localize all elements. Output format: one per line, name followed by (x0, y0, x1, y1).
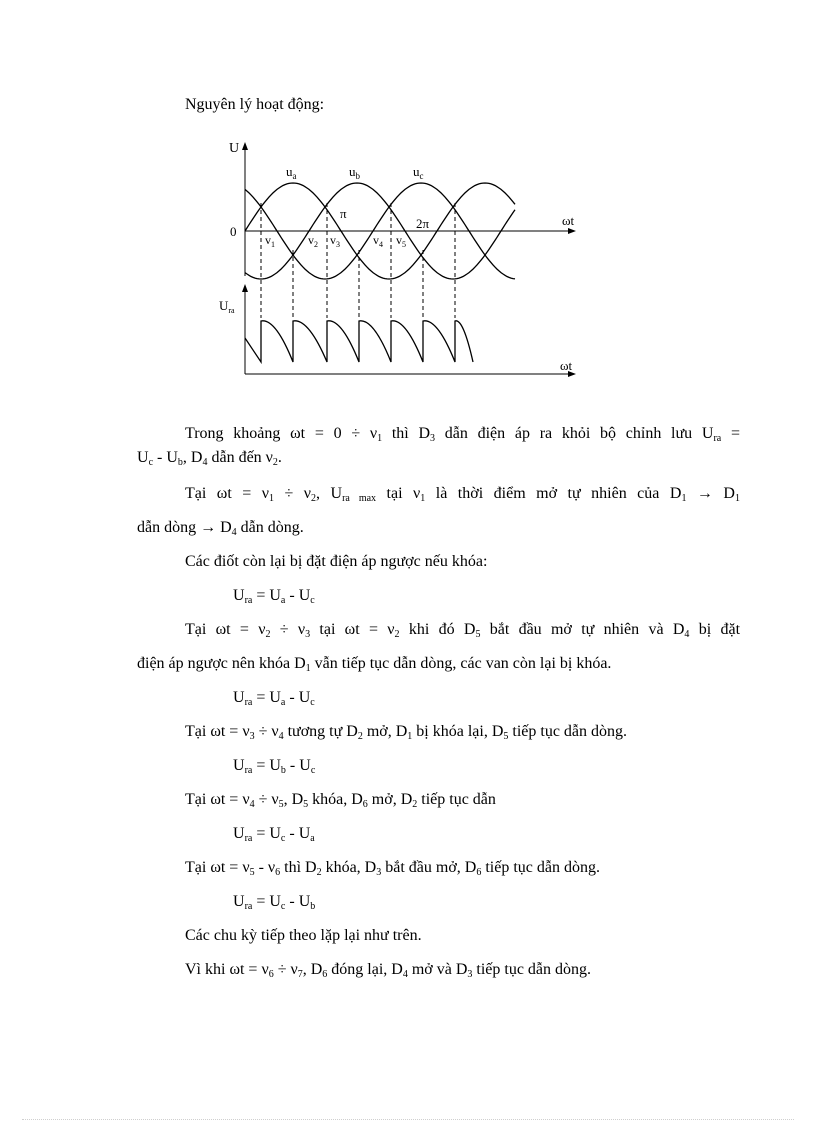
v1-label: $v_1$ (265, 233, 275, 249)
line-2: $U_c - U_b$, $D_4$ dẫn đến $\nu_2$. (137, 449, 282, 468)
line-5: Các điốt còn lại bị đặt điện áp ngược nếu khóa: (185, 553, 488, 570)
ura-axis-label: $U_{ra}$ (219, 298, 235, 315)
line-3: Tại $\omega t = \nu_1 \div \nu_2$, $U_{ra max}$ tại $\nu_1$ là thời điểm mở tự nhiên của $D_1 \to D_1$ (185, 485, 740, 504)
ura-output-waveform (245, 321, 473, 362)
page-bottom-rule (22, 1119, 794, 1120)
formula-1: $U_{ra} = U_a - U_c$ (233, 587, 315, 606)
v2-label: $v_2$ (308, 233, 318, 249)
v4-label: $v_4$ (373, 233, 383, 249)
v5-label: $v_5$ (396, 233, 406, 249)
wt2-axis-label: ωt (560, 358, 573, 373)
pi-label: π (340, 206, 347, 221)
rectifier-waveform-diagram (215, 138, 585, 383)
line-16: Các chu kỳ tiếp theo lặp lại như trên. (185, 927, 422, 944)
v3-label: $v_3$ (330, 233, 340, 249)
two-pi-label: 2π (416, 216, 430, 231)
line-12: Tại $\omega t = \nu_4 \div \nu_5$, $D_5$ khóa, $D_6$ mở, $D_2$ tiếp tục dẫn (185, 791, 496, 810)
line-4: dẫn dòng → $D_4$ dẫn dòng. (137, 519, 304, 538)
formula-3: $U_{ra} = U_b - U_c$ (233, 757, 316, 776)
uc-label: $u_c$ (413, 164, 424, 181)
ura-axis-arrow (242, 284, 248, 292)
formula-4: $U_{ra} = U_c - U_a$ (233, 825, 315, 844)
body-text (137, 422, 740, 982)
line-14: Tại $\omega t = \nu_5 - \nu_6$ thì $D_2$ khóa, $D_3$ bắt đầu mở, $D_6$ tiếp tục dẫn dòng. (185, 859, 600, 878)
section-heading: Nguyên lý hoạt động: (185, 96, 325, 113)
formula-5: $U_{ra} = U_c - U_b$ (233, 893, 316, 912)
wt-axis-label: ωt (562, 213, 575, 228)
ub-label: $u_b$ (349, 164, 360, 181)
line-8: điện áp ngược nên khóa $D_1$ vẫn tiếp tục dẫn dòng, các van còn lại bị khóa. (137, 655, 612, 674)
u-axis-arrow (242, 142, 248, 150)
line-10: Tại $\omega t = \nu_3 \div \nu_4$ tương tự $D_2$ mở, $D_1$ bị khóa lại, $D_5$ tiếp tục dẫn dòng. (185, 723, 628, 742)
ua-label: $u_a$ (286, 164, 297, 181)
line-1: Trong khoảng $\omega t = 0 \div \nu_1$ thì $D_3$ dẫn điện áp ra khỏi bộ chỉnh lưu $U_{ra}$ = (185, 425, 741, 444)
formula-2: $U_{ra} = U_a - U_c$ (233, 689, 315, 708)
u-axis-label: U (229, 141, 240, 156)
origin-label: 0 (230, 224, 237, 239)
line-7: Tại $\omega t = \nu_2 \div \nu_3$ tại $\omega t = \nu_2$ khi đó $D_5$ bắt đầu mở tự nhiên và $D_4$ bị đặt (185, 621, 741, 640)
line-17: Vì khi $\omega t = \nu_6 \div \nu_7$, $D_6$ đóng lại, $D_4$ mở và $D_3$ tiếp tục dẫn dòng. (185, 961, 592, 980)
wt-axis-arrow (568, 228, 576, 234)
